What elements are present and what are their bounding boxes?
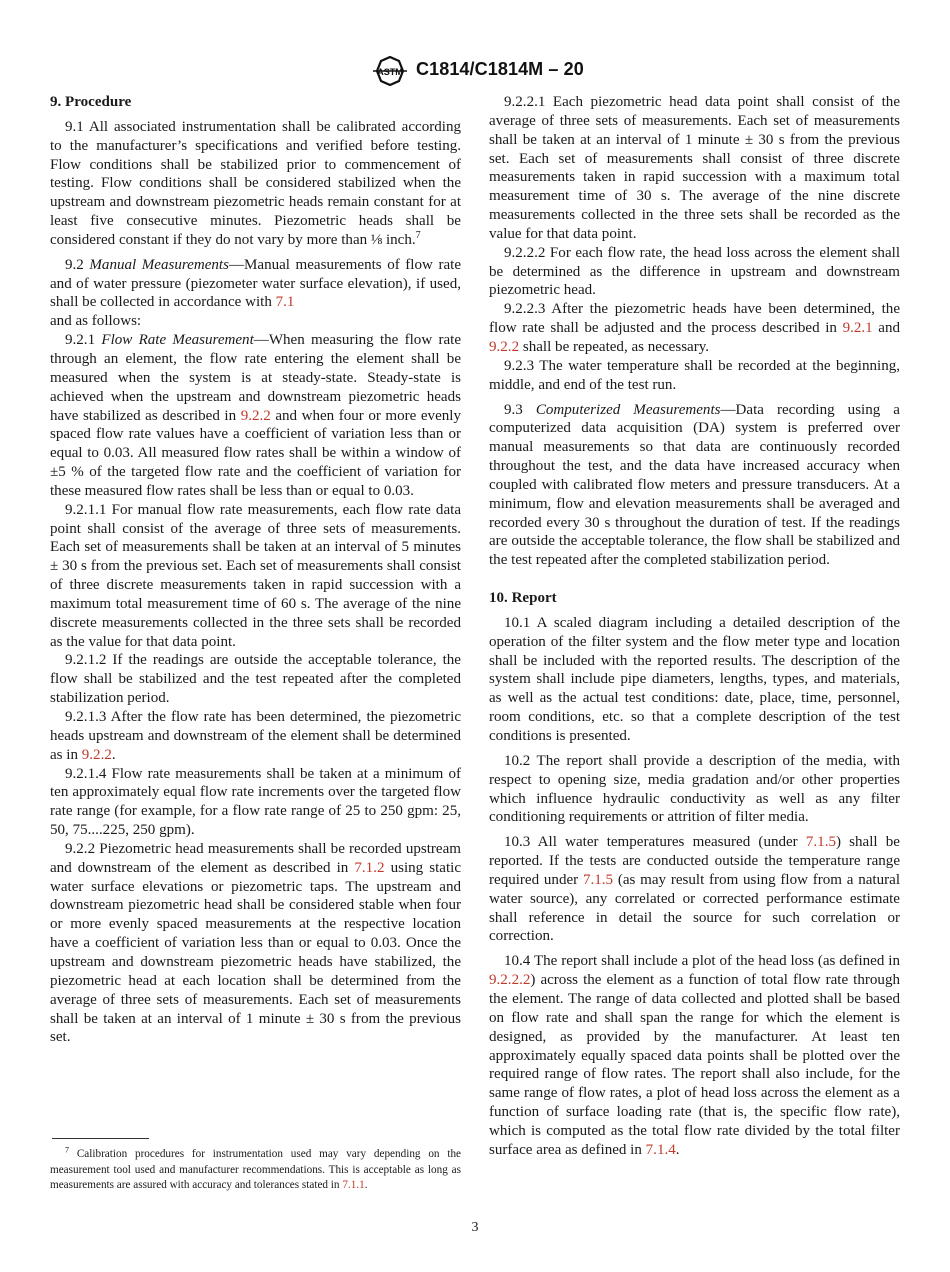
page-header — [0, 56, 950, 86]
para-9-2-2-3 — [489, 300, 900, 357]
para-9-2-text: —Manual measurements of flow rate and of water pressure (piezometer water surface elevation), if used, shall be collected in accordance with — [50, 256, 462, 311]
footnote-number: 7 — [65, 1145, 69, 1155]
xref-9-2-2[interactable]: 9.2.2 — [240, 407, 271, 424]
page-number: 3 — [471, 1220, 479, 1235]
xref-7-1-2[interactable]: 7.1.2 — [354, 859, 385, 876]
para-10-3-text-c: (as may result from using flow from a natural water source), any correlated or corrected performance estimate shall reference in detail the source for such correlation or correction. — [489, 871, 901, 945]
para-9-3-title: Computerized Measurements — [535, 401, 721, 418]
para-9-2-2-3-text-b: shall be repeated, as necessary. — [522, 338, 710, 355]
para-10-2: 10.2 The report shall provide a description of the media, with respect to opening size, media gradation and/or other properties which influence hydraulic conductivity as well as any filter conditioning requirements or attrition of filter media. — [489, 752, 900, 826]
para-9-2-1-1: 9.2.1.1 For manual flow rate measurements, each flow rate data point shall consist of the average of three sets of measurements. Each set of measurements shall be taken at an interval of 5 minutes ± 30 s from the previous set. Each set of measurements shall consist of three discrete measurements taken in rapid succession with a maximum total measurement time of 60 s. The average of the nine discrete measurements collected in the three sets shall be recorded as the value for that data point. — [50, 501, 461, 650]
para-9-2-2-3-and: and — [878, 320, 900, 337]
para-10-3-text-a: 10.3 All water temperatures measured (under — [504, 834, 798, 851]
xref-7-1-5-b[interactable]: 7.1.5 — [582, 871, 614, 888]
section-9-heading: 9. Procedure — [50, 94, 132, 110]
left-column — [50, 93, 461, 1047]
para-9-1 — [50, 118, 461, 250]
xref-9-2-2-b[interactable]: 9.2.2 — [81, 746, 112, 763]
para-9-2-3: 9.2.3 The water temperature shall be recorded at the beginning, middle, and end of the test run. — [489, 357, 900, 393]
footnote-ref-7[interactable]: 7 — [415, 229, 421, 241]
para-9-2-1-text-a: —When measuring the flow rate through an element, the flow rate entering the element shall be measured when the system is at steady-state. Steady-state is achieved when the upstream and downstream piezometric heads have stabilized as described in — [50, 332, 462, 424]
xref-7-1[interactable]: 7.1 — [275, 294, 295, 311]
para-9-2-title: Manual Measurements — [89, 256, 229, 273]
para-9-2-1-4: 9.2.1.4 Flow rate measurements shall be taken at a minimum of ten approximately equal flow rate increments over the targeted flow rate range (for example, for a flow rate range of 25 to 250 gpm: 25, 50, 75....225, 250 gpm). — [50, 765, 461, 839]
para-9-2-num: 9.2 — [65, 256, 84, 273]
footnote-text: Calibration procedures for instrumentation used may vary depending on the measurement tool used and manufacturer recommendations. This is acceptable as long as measurements are assured with accuracy and tolerances stated in — [50, 1148, 462, 1192]
para-10-4: 10.4 The report shall include a plot of the head loss (as defined in 9.2.2.2) across the element as a function of total flow rate through the element. The range of data collected and plotted shall be based on flow rate and shall span the range for which the element is designed, as provided by the manufacturer. At least ten approximately equally spaced data points shall be plotted over the required range of flow rates. The report shall also include, for the same range of flow rates, a plot of head loss across the element as a function of surface loading rate (that is, the specific flow rate), which is computed as the total flow rate divided by the total filter surface area as defined in 7.1.4. — [489, 953, 900, 1158]
para-9-2-1-num: 9.2.1 — [65, 332, 96, 349]
para-9-2-end: and as follows: — [50, 313, 142, 330]
footnote-divider — [52, 1138, 149, 1139]
para-9-2 — [50, 256, 461, 331]
xref-7-1-1[interactable]: 7.1.1 — [342, 1179, 365, 1192]
xref-7-1-5[interactable]: 7.1.5 — [805, 834, 836, 851]
para-9-1-text: 9.1 All associated instrumentation shall be calibrated according to the manufacturer’s specifications and verified before testing. Flow conditions shall be stabilized prior to commencement of testing. Flow conditions shall be considered stabilized when the upstream and downstream piezometric heads remain constant for at least five consecutive minutes. Piezometric heads shall be considered constant if they do not vary by more than ⅛ inch. — [50, 118, 461, 248]
para-9-3-text: —Data recording using a computerized data acquisition (DA) system is preferred over manual measurements so that data are continuously recorded throughout the test, and the data have increased accuracy when coupled with calibrated flow meters and pressure transducers. At a minimum, flow and elevation measurements shall be averaged and recorded every 30 s throughout the duration of test. If the readings are outside the acceptable tolerance, the flow shall be stabilized and the test repeated after the completed stabilization period. — [489, 401, 900, 569]
para-9-2-1-3: 9.2.1.3 After the flow rate has been determined, the piezometric heads upstream and downstream of the element shall be determined as in 9.2.2. — [50, 709, 461, 763]
para-9-2-2 — [50, 840, 461, 1047]
xref-7-1-4[interactable]: 7.1.4 — [645, 1141, 676, 1158]
para-9-2-2-text-b: using static water surface elevations or piezometric taps. The upstream and downstream piezometric head shall be considered stable when four or more evenly spaced measurements at the respective location have a coefficient of variation less than or equal to 0.03. Once the upstream and downstream piezometric heads have stabilized, the piezometric head at each location shall be determined from the average of three sets of measurements. Each set of measurements shall be taken at an interval of 1 minute ± 30 s from the previous set. — [50, 859, 462, 1046]
para-9-2-1-title: Flow Rate Measurement — [101, 332, 254, 349]
para-9-2-2-1: 9.2.2.1 Each piezometric head data point shall consist of the average of three sets of measurements. Each set of measurements shall be taken at an interval of 1 minute ± 30 s from the previous set. Each set of measurements shall consist of three discrete measurements taken in rapid succession with a maximum total measurement time of 30 s. The average of the nine discrete measurements collected in the three sets shall be recorded as the value for that data point. — [489, 94, 900, 242]
footnote-paragraph: $^7$ Calibration procedures for instrumentation used may vary depending on the measurement tool used and manufacturer recommendations. This is acceptable as long as measurements are assured with accuracy and tolerances stated in 7.1.1. — [50, 1145, 462, 1192]
para-9-2-1-3-text: 9.2.1.3 After the flow rate has been determined, the piezometric heads upstream and downstream of the element shall be determined as in — [50, 709, 461, 763]
xref-9-2-2-2[interactable]: 9.2.2.2 — [489, 972, 531, 989]
xref-9-2-1[interactable]: 9.2.1 — [842, 320, 873, 337]
para-9-2-2-3-text-a: 9.2.2.3 After the piezometric heads have been determined, the flow rate shall be adjusted and the process described in — [489, 301, 900, 337]
para-10-1: 10.1 A scaled diagram including a detailed description of the operation of the filter system and the flow meter type and location shall be included with the reported results. The description of the system shall include pipe diameters, lengths, types, and materials, as well as the actual test conditions: date, place, time, personnel, room conditions, etc. so that a complete description of the test conditions is presented. — [489, 614, 900, 744]
logo-text: ASTM — [377, 67, 403, 77]
para-9-2-1 — [50, 331, 461, 501]
para-9-2-2-text-a: 9.2.2 Piezometric head measurements shall be recorded upstream and downstream of the element as described in — [50, 840, 461, 876]
footnote-7 — [50, 1147, 461, 1194]
section-10-heading: 10. Report — [489, 590, 557, 607]
right-column — [489, 93, 900, 1160]
para-10-4-text-a: 10.4 The report shall include a plot of the head loss (as defined in — [504, 953, 900, 970]
astm-logo-icon — [370, 56, 410, 86]
para-9-3-num: 9.3 — [504, 401, 523, 418]
para-10-4-text-b: ) across the element as a function of total flow rate through the element. The range of data collected and plotted shall be based on flow rate and shall span the range for which the element is designed, as provided by the manufacturer. At least ten approximately equally spaced data points shall be plotted over the required range of flow rates. The report shall also include, for the same range of flow rates, a plot of head loss across the element as a function of surface loading rate (that is, the specific flow rate), which is computed as the total flow rate divided by the total filter surface area as defined in — [489, 972, 900, 1158]
document-id: C1814/C1814M – 20 — [416, 59, 584, 79]
para-9-2-1-2: 9.2.1.2 If the readings are outside the acceptable tolerance, the flow shall be stabilized and the test repeated after the completed stabilization period. — [50, 652, 461, 707]
para-10-3 — [489, 833, 900, 946]
para-9-2-2-2: 9.2.2.2 For each flow rate, the head loss across the element shall be determined as the difference in upstream and downstream piezometric head. — [489, 244, 900, 299]
para-9-2-1-text-b: and when four or more evenly spaced flow rate values have a coefficient of variation less than or equal to 0.03. All measured flow rates shall be within a window of ±5 % of the targeted flow rate and the coefficient of variation for these measured flow rates shall be less than or equal to 0.03. — [50, 407, 461, 499]
xref-9-2-2-c[interactable]: 9.2.2 — [489, 338, 520, 355]
para-10-3-text-b: ) shall be reported. If the tests are conducted outside the temperature range required under — [489, 834, 900, 888]
para-9-3 — [489, 401, 900, 571]
